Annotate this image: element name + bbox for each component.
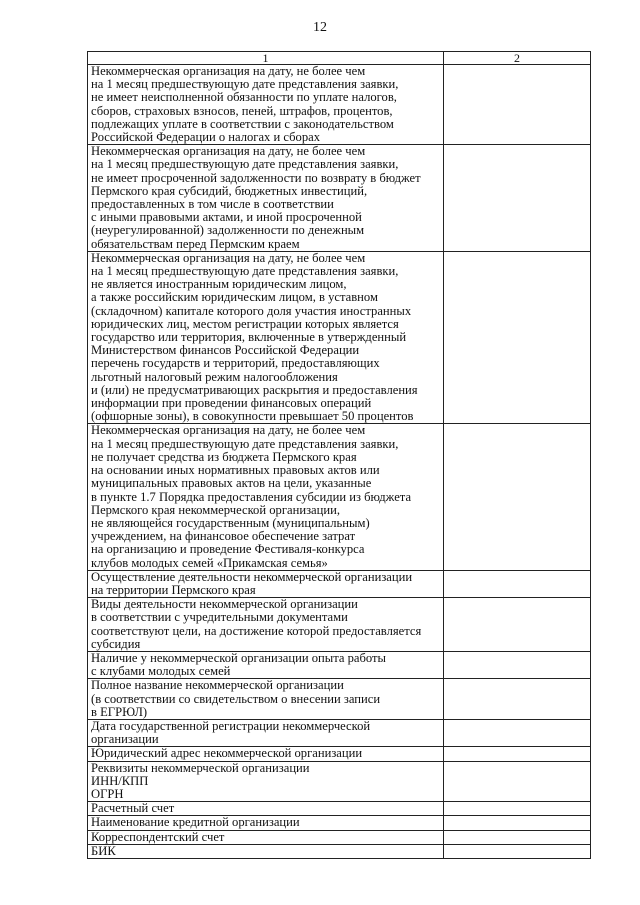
criterion-text-line: предоставленных в том числе в соответствии xyxy=(91,197,334,212)
criterion-cell xyxy=(88,424,444,570)
criterion-cell xyxy=(88,570,444,597)
value-cell[interactable] xyxy=(444,830,591,844)
value-cell[interactable] xyxy=(444,598,591,652)
criterion-text-line: на 1 месяц предшествующую дате представления заявки, xyxy=(91,77,399,92)
criterion-text-line: Наличие у некоммерческой организации опыта работы xyxy=(91,650,386,665)
criterion-text-line: Некоммерческая организация на дату, не более чем xyxy=(91,423,366,438)
criterion-text-line: не являющейся государственным (муниципальным) xyxy=(91,515,370,530)
criterion-text-line: на организацию и проведение Фестиваля-конкурса xyxy=(91,542,365,557)
criterion-text-line: в соответствии с учредительными документами xyxy=(91,610,348,625)
criterion-text-line: на 1 месяц предшествующую дате представления заявки, xyxy=(91,264,399,279)
criterion-cell xyxy=(88,145,444,252)
criterion-text-line: государство или территория, включенные в утвержденный xyxy=(91,330,407,345)
table-row xyxy=(88,747,591,761)
criterion-text-line: организации xyxy=(91,732,159,747)
criterion-text-line: Виды деятельности некоммерческой организации xyxy=(91,597,358,612)
criterion-text-line: юридических лиц, местом регистрации которых является xyxy=(91,316,399,331)
criterion-text-line: Дата государственной регистрации некоммерческой xyxy=(91,718,371,733)
criterion-text-line: Юридический адрес некоммерческой организации xyxy=(91,746,363,761)
criterion-text-line: в ЕГРЮЛ) xyxy=(91,704,148,719)
criterion-text-line: не имеет просроченной задолженности по возврату в бюджет xyxy=(91,170,421,185)
criterion-cell xyxy=(88,679,444,720)
criterion-text-line: Полное название некоммерческой организации xyxy=(91,678,344,693)
criterion-text-line: Некоммерческая организация на дату, не более чем xyxy=(91,64,366,78)
criterion-text-line: (офшорные зоны), в совокупности превышает 50 процентов xyxy=(91,409,414,424)
table-row xyxy=(88,802,591,816)
criterion-text-line: с иными правовыми актами, и иной просроченной xyxy=(91,210,362,225)
criterion-cell xyxy=(88,651,444,678)
table-header-row xyxy=(88,52,591,65)
table-row xyxy=(88,598,591,652)
criterion-text-line: и (или) не предусматривающих раскрытия и предоставления xyxy=(91,382,418,397)
value-cell[interactable] xyxy=(444,251,591,424)
criterion-text-line: льготный налоговый режим налогообложения xyxy=(91,369,338,384)
criterion-text-line: Некоммерческая организация на дату, не более чем xyxy=(91,144,366,159)
criterion-cell xyxy=(88,747,444,761)
criterion-text-line: сборов, страховых взносов, пеней, штрафов, процентов, xyxy=(91,103,393,118)
value-cell[interactable] xyxy=(444,761,591,802)
criterion-text-line: БИК xyxy=(91,843,116,858)
criterion-text-line: на основании иных нормативных правовых актов или xyxy=(91,463,380,478)
criterion-text-line: муниципальных правовых актов на цели, указанные xyxy=(91,476,372,491)
criterion-cell xyxy=(88,802,444,816)
value-cell[interactable] xyxy=(444,747,591,761)
value-cell[interactable] xyxy=(444,802,591,816)
criterion-text-line: обязательствам перед Пермским краем xyxy=(91,236,300,251)
page-number: 12 xyxy=(313,20,327,35)
value-cell[interactable] xyxy=(444,679,591,720)
criterion-cell xyxy=(88,719,444,746)
table-row xyxy=(88,679,591,720)
criterion-cell xyxy=(88,65,444,145)
table-row xyxy=(88,251,591,424)
criterion-text-line: Корреспондентский счет xyxy=(91,829,225,844)
table-row xyxy=(88,761,591,802)
criterion-text-line: Некоммерческая организация на дату, не более чем xyxy=(91,250,366,265)
criterion-text-line: не имеет неисполненной обязанности по уплате налогов, xyxy=(91,90,397,105)
table-row xyxy=(88,424,591,570)
table-row xyxy=(88,719,591,746)
value-cell[interactable] xyxy=(444,145,591,252)
criterion-text-line: ОГРН xyxy=(91,786,124,801)
criterion-text-line: Осуществление деятельности некоммерческой организации xyxy=(91,569,413,584)
criterion-cell xyxy=(88,251,444,424)
criterion-text-line: Российской Федерации о налогах и сборах xyxy=(91,130,321,145)
criterion-text-line: (неурегулированной) задолженности по денежным xyxy=(91,223,365,238)
table-row xyxy=(88,145,591,252)
criterion-cell xyxy=(88,844,444,858)
criterion-text-line: на 1 месяц предшествующую дате представления заявки, xyxy=(91,157,399,172)
criterion-text-line: Пермского края некоммерческой организации, xyxy=(91,502,340,517)
value-cell[interactable] xyxy=(444,816,591,830)
criterion-text-line: учреждением, на финансовое обеспечение затрат xyxy=(91,529,356,544)
criterion-text-line: подлежащих уплате в соответствии с законодательством xyxy=(91,116,394,131)
criterion-text-line: на территории Пермского края xyxy=(91,582,256,597)
criterion-text-line: не является иностранным юридическим лицом, xyxy=(91,277,347,292)
value-cell[interactable] xyxy=(444,844,591,858)
criterion-text-line: на 1 месяц предшествующую дате представления заявки, xyxy=(91,436,399,451)
criterion-text-line: клубов молодых семей «Прикамская семья» xyxy=(91,555,328,570)
criterion-text-line: (в соответствии со свидетельством о внесении записи xyxy=(91,691,381,706)
criterion-text-line: субсидия xyxy=(91,636,141,651)
criterion-text-line: Наименование кредитной организации xyxy=(91,815,300,830)
criterion-text-line: Пермского края субсидий, бюджетных инвестиций, xyxy=(91,183,368,198)
criterion-text-line: Министерством финансов Российской Федерации xyxy=(91,343,360,358)
criterion-text-line: Реквизиты некоммерческой организации xyxy=(91,760,310,775)
table-row xyxy=(88,844,591,858)
column-header-1: 1 xyxy=(88,52,444,65)
table-row xyxy=(88,816,591,830)
value-cell[interactable] xyxy=(444,65,591,145)
table-row xyxy=(88,651,591,678)
criterion-text-line: а также российским юридическим лицом, в уставном xyxy=(91,290,378,305)
criterion-cell xyxy=(88,761,444,802)
criterion-text-line: не получает средства из бюджета Пермского края xyxy=(91,449,357,464)
application-form-table xyxy=(87,51,591,859)
criterion-text-line: перечень государств и территорий, предоставляющих xyxy=(91,356,380,371)
criterion-text-line: (складочном) капитале которого доля участия иностранных xyxy=(91,303,412,318)
table-row xyxy=(88,65,591,145)
criterion-cell xyxy=(88,816,444,830)
value-cell[interactable] xyxy=(444,651,591,678)
column-header-2: 2 xyxy=(444,52,591,65)
criterion-text-line: с клубами молодых семей xyxy=(91,664,231,679)
table-row xyxy=(88,830,591,844)
value-cell[interactable] xyxy=(444,424,591,570)
criterion-text-line: информации при проведении финансовых операций xyxy=(91,396,372,411)
criterion-cell xyxy=(88,598,444,652)
criterion-text-line: в пункте 1.7 Порядка предоставления субсидии из бюджета xyxy=(91,489,412,504)
criterion-text-line: ИНН/КПП xyxy=(91,773,149,788)
criterion-text-line: соответствуют цели, на достижение которой предоставляется xyxy=(91,623,422,638)
criterion-text-line: Расчетный счет xyxy=(91,801,175,816)
value-cell[interactable] xyxy=(444,719,591,746)
value-cell[interactable] xyxy=(444,570,591,597)
criterion-cell xyxy=(88,830,444,844)
table-row xyxy=(88,570,591,597)
